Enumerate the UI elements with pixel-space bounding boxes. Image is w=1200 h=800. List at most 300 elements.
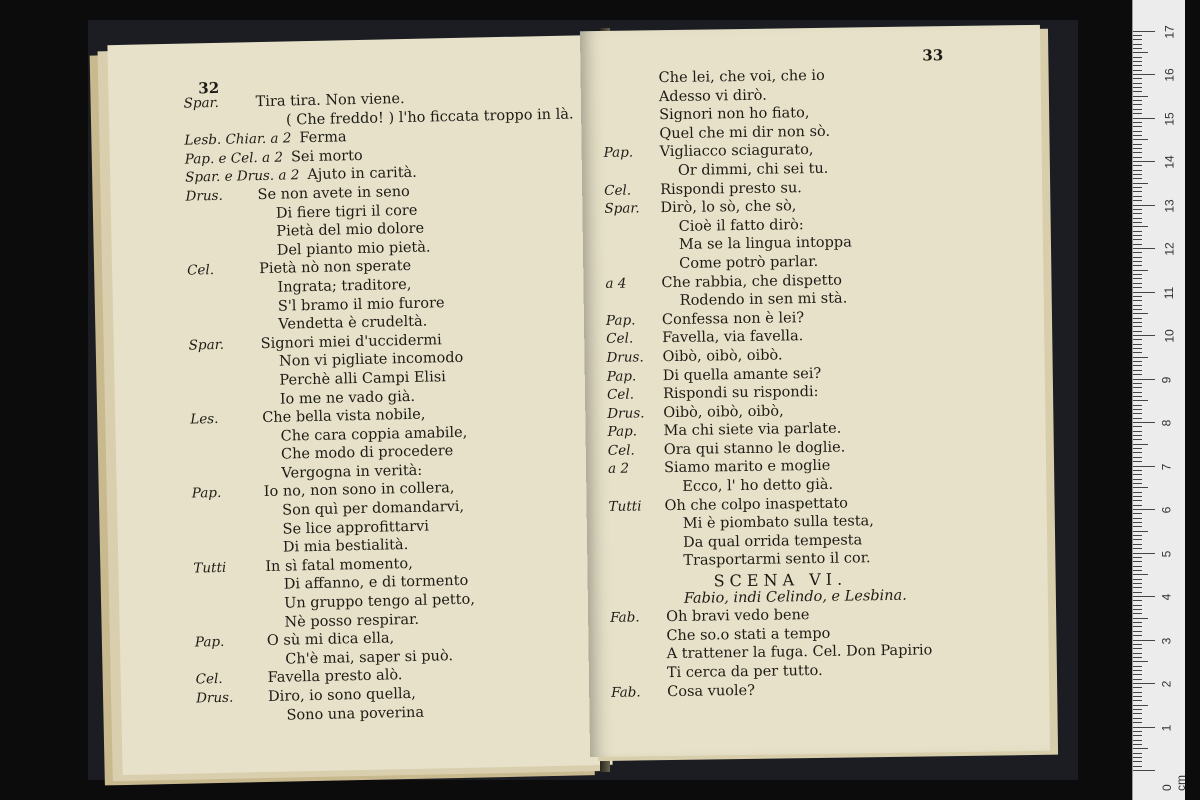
verse-text: Rispondi presto su. — [660, 179, 802, 198]
ruler-tick — [1133, 104, 1142, 105]
verse-text: Di mia bestialità. — [282, 537, 409, 556]
speaker-label: Cel. — [604, 182, 632, 199]
ruler-number: 12 — [1162, 242, 1177, 256]
page-number: 32 — [198, 78, 220, 98]
ruler-tick — [1133, 705, 1148, 706]
verse-text: Cioè il fatto dirò: — [678, 216, 804, 235]
speaker-label — [603, 82, 659, 83]
ruler-tick — [1133, 278, 1142, 279]
ruler-tick — [1133, 683, 1155, 684]
speaker-label: Spar. — [183, 94, 220, 112]
verse-text: Come potrò parlar. — [679, 253, 819, 272]
speaker-label — [609, 528, 665, 529]
ruler-tick — [1133, 553, 1155, 554]
verse-text: Ma chi siete via parlate. — [663, 420, 842, 440]
ruler-tick — [1133, 518, 1142, 519]
speaker-label: Pap. — [607, 423, 638, 441]
ruler-unit-label: 0 cm — [1160, 775, 1188, 791]
speaker-label: Spar. — [604, 200, 640, 218]
ruler-tick — [1133, 331, 1142, 332]
ruler-tick — [1133, 413, 1142, 414]
verse-text: Adesso vi dirò. — [658, 87, 767, 105]
verse-text: Che cara coppia amabile, — [280, 424, 468, 445]
ruler-number: 1 — [1159, 724, 1174, 731]
ruler-tick — [1133, 200, 1142, 201]
verse-text: Oh che colpo inaspettato — [664, 495, 849, 514]
ruler-tick — [1133, 126, 1142, 127]
speaker-label — [611, 677, 667, 678]
ruler-tick — [1133, 505, 1142, 506]
ruler-number: 17 — [1162, 24, 1177, 39]
ruler-tick — [1133, 513, 1142, 514]
ruler-tick — [1133, 335, 1155, 336]
ruler-tick — [1133, 452, 1142, 453]
speaker-label — [184, 125, 256, 127]
speaker-label: Lesb. Chiar. a 2 — [184, 130, 292, 149]
verse-text: Che bella vista nobile, — [262, 406, 426, 427]
speaker-label: Drus. — [185, 187, 223, 205]
speaker-label — [188, 311, 260, 313]
left-page — [107, 35, 612, 775]
ruler-tick — [1133, 139, 1148, 140]
verse-text: Quel che mi dir non sò. — [659, 123, 831, 142]
ruler-tick — [1133, 444, 1148, 445]
ruler-tick — [1133, 148, 1142, 149]
ruler-tick — [1133, 461, 1142, 462]
ruler-tick — [1133, 713, 1142, 714]
ruler-tick — [1133, 718, 1142, 719]
ruler-number: 4 — [1159, 593, 1174, 601]
ruler-number: 13 — [1162, 198, 1177, 213]
speaker-label — [603, 101, 659, 102]
ruler-tick — [1133, 727, 1155, 728]
ruler-tick — [1133, 239, 1142, 240]
ruler-tick — [1133, 692, 1142, 693]
ruler-tick — [1133, 613, 1142, 614]
ruler-tick — [1133, 35, 1142, 36]
verse-text: Di fiere tigri il core — [275, 202, 418, 222]
ruler-tick — [1133, 292, 1155, 293]
ruler-tick — [1133, 309, 1142, 310]
verse-text: Sono una poverina — [286, 704, 425, 724]
ruler-tick — [1133, 509, 1155, 510]
ruler-tick — [1133, 61, 1142, 62]
speaker-label: a 4 — [605, 275, 627, 292]
verse-text: Ma se la lingua intoppa — [678, 234, 852, 254]
verse-text: Mi è piombato sulla testa, — [682, 513, 874, 533]
ruler-tick — [1133, 492, 1142, 493]
verse-text: Favella, via favella. — [662, 328, 804, 347]
speaker-label — [603, 119, 659, 120]
ruler-tick — [1133, 657, 1142, 658]
verse-text: Io me ne vado già. — [279, 388, 416, 408]
ruler-number: 9 — [1159, 376, 1174, 383]
speaker-label — [605, 231, 661, 232]
ruler-tick — [1133, 579, 1142, 580]
verse-text: Rispondi su rispondi: — [662, 384, 819, 403]
ruler-tick — [1133, 131, 1142, 132]
speaker-label: Pap. — [191, 485, 222, 503]
ruler-tick — [1133, 700, 1142, 701]
ruler-tick — [1133, 318, 1142, 319]
ruler-tick — [1133, 265, 1142, 266]
ruler-tick — [1133, 322, 1142, 323]
verse-text: Io no, non sono in collera, — [263, 480, 455, 501]
ruler-tick — [1133, 679, 1142, 680]
ruler-tick — [1133, 78, 1142, 79]
ruler-tick — [1133, 339, 1142, 340]
ruler-tick — [1133, 592, 1142, 593]
ruler-tick — [1133, 470, 1142, 471]
ruler-tick — [1133, 370, 1142, 371]
verse-text: Ch'è mai, saper si può. — [285, 647, 454, 668]
verse-text: Da qual orrida tempesta — [682, 532, 863, 551]
speaker-label — [191, 459, 263, 461]
ruler-tick — [1133, 622, 1142, 623]
ruler-tick — [1133, 178, 1142, 179]
ruler-tick — [1133, 500, 1142, 501]
speaker-label — [197, 720, 269, 722]
speaker-label — [189, 366, 261, 368]
ruler-tick — [1133, 670, 1142, 671]
ruler-tick — [1133, 257, 1142, 258]
ruler-tick — [1133, 352, 1142, 353]
speaker-label: Cel. — [606, 330, 634, 348]
ruler-tick — [1133, 74, 1155, 75]
ruler-tick — [1133, 596, 1155, 597]
verse-text: Signori miei d'uccidermi — [260, 331, 442, 352]
ruler-tick — [1133, 483, 1142, 484]
ruler-tick — [1133, 305, 1142, 306]
ruler-tick — [1133, 709, 1142, 710]
ruler-tick — [1133, 392, 1142, 393]
verse-text: Non vi pigliate incomodo — [278, 350, 464, 370]
ruler-tick — [1133, 283, 1142, 284]
ruler-tick — [1133, 409, 1142, 410]
verse-text: Ferma — [299, 129, 347, 147]
speaker-label: Pap. — [606, 367, 637, 385]
ruler-tick — [1133, 109, 1142, 110]
speaker-label — [195, 664, 267, 666]
ruler-tick — [1133, 196, 1142, 197]
ruler-tick — [1133, 400, 1148, 401]
ruler-tick — [1133, 496, 1142, 497]
ruler-tick — [1133, 374, 1142, 375]
verse-text: Che lei, che voi, che io — [658, 67, 825, 87]
ruler-tick — [1133, 635, 1142, 636]
speaker-label: a 2 — [607, 461, 630, 478]
ruler-tick — [1133, 122, 1142, 123]
ruler-tick — [1133, 583, 1142, 584]
ruler-number: 15 — [1162, 111, 1177, 126]
speaker-label — [610, 640, 666, 641]
ruler-tick — [1133, 209, 1142, 210]
speaker-label — [190, 404, 262, 406]
speaker-label — [611, 659, 667, 660]
verse-text: Vigliacco sciagurato, — [659, 142, 814, 161]
speaker-label: Pap. — [603, 144, 634, 162]
ruler-tick — [1133, 557, 1142, 558]
verse-text: Signori non ho fiato, — [659, 105, 810, 124]
ruler-tick — [1133, 544, 1142, 545]
speaker-label — [610, 603, 666, 604]
verse-text: In sì fatal momento, — [265, 555, 413, 575]
ruler-tick — [1133, 222, 1142, 223]
verse-text: Del pianto mio pietà. — [276, 239, 431, 259]
speaker-label: Les. — [190, 411, 219, 428]
ruler-tick — [1133, 191, 1142, 192]
verse-text: Tira tira. Non viene. — [255, 90, 405, 111]
speaker-label: Fab. — [611, 684, 641, 701]
ruler-tick — [1133, 539, 1142, 540]
ruler-tick — [1133, 600, 1142, 601]
ruler-tick — [1133, 70, 1142, 71]
text-block — [603, 66, 934, 703]
ruler-tick — [1133, 661, 1148, 662]
ruler-tick — [1133, 548, 1142, 549]
ruler-tick — [1133, 418, 1142, 419]
ruler-tick — [1133, 300, 1142, 301]
ruler-tick — [1133, 48, 1142, 49]
speaker-label — [186, 236, 258, 238]
ruler-tick — [1133, 644, 1142, 645]
ruler-tick — [1133, 735, 1142, 736]
ruler-number: 7 — [1159, 463, 1174, 470]
ruler-tick — [1133, 144, 1142, 145]
ruler-tick — [1133, 248, 1155, 249]
verse-text: Se non avete in seno — [257, 183, 410, 204]
ruler-tick — [1133, 57, 1142, 58]
ruler-tick — [1133, 722, 1142, 723]
verse-text: Che modo di procedere — [280, 443, 454, 463]
ruler-tick — [1133, 748, 1148, 749]
ruler-tick — [1133, 770, 1155, 771]
ruler-tick — [1133, 439, 1142, 440]
speaker-label — [605, 249, 661, 250]
ruler-tick — [1133, 218, 1142, 219]
ruler-tick — [1133, 526, 1142, 527]
ruler-number: 3 — [1159, 637, 1174, 644]
ruler-number: 10 — [1162, 329, 1177, 343]
verse-text: Siamo marito e moglie — [663, 458, 831, 477]
text-line — [611, 680, 933, 703]
ruler-tick — [1133, 170, 1142, 171]
verse-text: Favella presto alò. — [267, 667, 403, 687]
ruler-tick — [1133, 31, 1155, 32]
ruler-tick — [1133, 287, 1142, 288]
verse-text: Trasportarmi sento il cor. — [683, 550, 871, 570]
ruler-tick — [1133, 274, 1142, 275]
verse-text: Sei morto — [290, 147, 363, 166]
verse-text: Che rabbia, che dispetto — [661, 272, 843, 291]
ruler-tick — [1133, 731, 1142, 732]
verse-text: Oibò, oibò, oibò. — [662, 347, 783, 366]
speaker-label — [192, 515, 264, 517]
ruler-tick — [1133, 213, 1142, 214]
ruler-tick — [1133, 653, 1142, 654]
speaker-label — [188, 329, 260, 331]
ruler-tick — [1133, 605, 1142, 606]
speaker-label: Cel. — [607, 442, 635, 459]
ruler-tick — [1133, 205, 1155, 206]
speaker-label — [191, 441, 263, 443]
scene-heading: SCENA VI. — [713, 569, 848, 591]
text-block — [183, 87, 586, 727]
speaker-label: Drus. — [607, 405, 645, 422]
speaker-label — [192, 478, 264, 480]
verse-text: S'l bramo il mio furore — [277, 294, 445, 315]
ruler-tick — [1133, 744, 1142, 745]
ruler-tick — [1133, 487, 1148, 488]
verse-text: Son quì per domandarvi, — [282, 498, 465, 519]
ruler-tick — [1133, 161, 1155, 162]
ruler-tick — [1133, 479, 1142, 480]
ruler-tick — [1133, 270, 1148, 271]
ruler-tick — [1133, 466, 1155, 467]
speaker-label: Pap. — [605, 312, 636, 329]
speaker-label: Drus. — [606, 349, 644, 366]
right-page — [580, 25, 1050, 757]
verse-text: Oibò, oibò, oibò, — [663, 403, 784, 421]
ruler-tick — [1133, 666, 1142, 667]
ruler-tick — [1133, 83, 1142, 84]
ruler-number: 2 — [1159, 680, 1174, 688]
ruler-tick — [1133, 396, 1142, 397]
ruler-tick — [1133, 344, 1142, 345]
speaker-label: Pap. — [194, 634, 225, 651]
ruler-tick — [1133, 39, 1142, 40]
speaker-label: Tutti — [193, 559, 227, 577]
ruler-tick — [1133, 357, 1148, 358]
ruler-tick — [1133, 135, 1142, 136]
ruler-number: 6 — [1159, 506, 1174, 514]
verse-text: Ti cerca da per tutto. — [666, 662, 823, 682]
ruler-tick — [1133, 87, 1142, 88]
verse-text: Cosa vuole? — [667, 682, 756, 700]
speaker-label: Spar. — [188, 336, 225, 354]
ruler-tick — [1133, 174, 1142, 175]
ruler-tick — [1133, 44, 1142, 45]
speaker-label — [605, 268, 661, 269]
verse-text: Ajuto in carità. — [307, 165, 417, 184]
ruler-tick — [1133, 435, 1142, 436]
verse-text: ( Che freddo! ) l'ho ficcata troppo in là. — [285, 106, 574, 129]
verse-text: Diro, io sono quella, — [267, 685, 416, 705]
ruler-tick — [1133, 361, 1142, 362]
speaker-label: Pap. e Cel. a 2 — [184, 149, 284, 168]
verse-text: Pietà nò non sperate — [258, 258, 412, 278]
ruler-tick — [1133, 244, 1142, 245]
ruler-tick — [1133, 157, 1142, 158]
ruler-tick — [1133, 183, 1148, 184]
verse-text: Oh bravi vedo bene — [666, 607, 810, 626]
ruler-tick — [1133, 587, 1142, 588]
ruler-tick — [1133, 566, 1142, 567]
speaker-label: Tutti — [608, 498, 642, 515]
ruler-tick — [1133, 365, 1142, 366]
ruler-tick — [1133, 766, 1142, 767]
ruler-tick — [1133, 65, 1142, 66]
ruler-number: 8 — [1159, 419, 1174, 427]
ruler-tick — [1133, 165, 1142, 166]
speaker-label — [604, 175, 660, 176]
ruler-tick — [1133, 96, 1148, 97]
ruler-number: 14 — [1162, 155, 1177, 169]
speaker-label: Spar. e Drus. a 2 — [185, 167, 300, 186]
ruler-tick — [1133, 609, 1142, 610]
verse-text: Se lice approfittarvi — [282, 518, 430, 538]
verse-text: Or dimmi, chi sei tu. — [677, 160, 829, 179]
verse-text: Ingrata; traditore, — [277, 276, 412, 296]
ruler-tick — [1133, 405, 1142, 406]
ruler-tick — [1133, 574, 1148, 575]
speaker-label — [609, 547, 665, 548]
verse-text: Dirò, lo sò, che sò, — [660, 198, 797, 217]
ruler-tick — [1133, 187, 1142, 188]
verse-text: Che so.o stati a tempo — [666, 625, 831, 644]
ruler-tick — [1133, 387, 1142, 388]
verse-text: Pietà del mio dolore — [276, 220, 425, 240]
ruler-tick — [1133, 474, 1142, 475]
ruler-tick — [1133, 674, 1142, 675]
speaker-label — [190, 385, 262, 387]
ruler-tick — [1133, 753, 1142, 754]
speaker-label: Cel. — [195, 671, 223, 688]
verse-text: O sù mi dica ella, — [266, 630, 395, 650]
verse-text: Nè posso respirar. — [284, 611, 420, 631]
ruler-tick — [1133, 152, 1142, 153]
ruler-tick — [1133, 640, 1155, 641]
verse-text: Di quella amante sei? — [662, 365, 822, 384]
ruler-tick — [1133, 252, 1142, 253]
ruler-tick — [1133, 687, 1142, 688]
ruler-tick — [1133, 379, 1155, 380]
ruler-tick — [1133, 326, 1142, 327]
page-number: 33 — [922, 46, 944, 65]
ruler-tick — [1133, 296, 1142, 297]
speaker-label — [193, 534, 265, 536]
ruler-tick — [1133, 422, 1155, 423]
ruler-tick — [1133, 626, 1142, 627]
ruler-tick — [1133, 757, 1142, 758]
verse-text: Rodendo in sen mi stà. — [679, 290, 848, 310]
speaker-label — [606, 305, 662, 306]
ruler-tick — [1133, 631, 1142, 632]
ruler-tick — [1133, 231, 1142, 232]
verse-text: Un gruppo tengo al petto, — [283, 591, 476, 612]
ruler-tick — [1133, 235, 1142, 236]
ruler-tick — [1133, 570, 1142, 571]
ruler-number: 16 — [1162, 68, 1177, 82]
ruler-tick — [1133, 522, 1142, 523]
ruler-tick — [1133, 535, 1142, 536]
speaker-label — [186, 218, 258, 220]
verse-text: A trattener la fuga. Cel. Don Papirio — [666, 642, 933, 663]
ruler-tick — [1133, 618, 1148, 619]
verse-text: Ora qui stanno le doglie. — [663, 439, 846, 458]
ruler-tick — [1133, 100, 1142, 101]
ruler-tick — [1133, 740, 1142, 741]
speaker-label — [610, 587, 666, 588]
ruler-tick — [1133, 348, 1142, 349]
ruler-tick — [1133, 226, 1148, 227]
ruler-number: 5 — [1159, 550, 1174, 557]
ruler-tick — [1133, 261, 1142, 262]
ruler-tick — [1133, 426, 1142, 427]
measuring-ruler — [1132, 0, 1188, 800]
ruler-tick — [1133, 313, 1148, 314]
speaker-label — [609, 566, 665, 567]
